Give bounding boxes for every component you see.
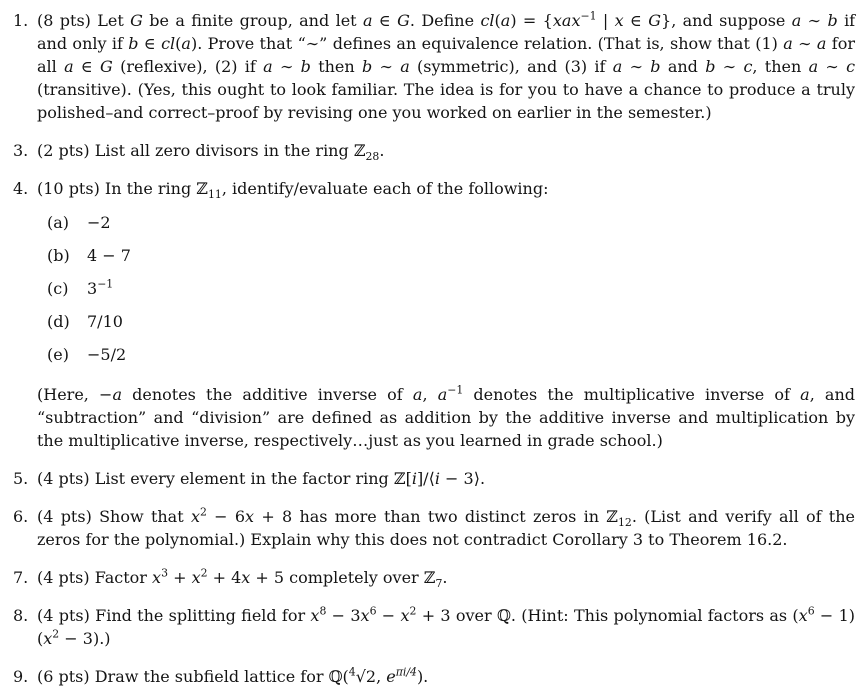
problem-9-text: (6 pts) Draw the subfield lattice for ℚ($^4$√2, $e^{\pi i/4}$). [37,665,429,686]
problem-7-text: (4 pts) Factor $x^3 + x^2 + 4x + 5$ completely over ℤ$_7$. [37,566,448,591]
subitem-b-label: (b) [47,246,70,265]
problem-3-number: 3. [13,141,29,160]
subitem-d-label: (d) [47,312,70,331]
subitem-a [47,211,855,234]
subitem-c [47,277,855,300]
problem-6-number: 6. [13,507,29,526]
problem-9 [13,665,855,688]
problem-7 [13,566,855,589]
problem-1 [13,9,855,124]
problem-5-text: (4 pts) List every element in the factor ring ℤ[i]/⟨i − 3⟩. [37,469,486,488]
problem-8-text: (4 pts) Find the splitting field for $x^8 - 3x^6 - x^2 + 3$ over ℚ. (Hint: This polynomial factors as $(x^6 - 1)(x^2 - 3)$.) [37,604,856,648]
problem-4 [13,177,855,452]
subitem-d-text: 7/10 [87,312,123,331]
problem-1-number: 1. [13,11,29,30]
problem-8-number: 8. [13,606,29,625]
problem-3-text: (2 pts) List all zero divisors in the ring ℤ$_{28}$. [37,141,385,164]
problem-4-note: (Here, −a denotes the additive inverse of a, $a^{-1}$ denotes the multiplicative inverse of a, and “subtraction” and “division” are defined as addition by the additive inverse and multiplication by the multiplicative inverse, respectively…just as you learned in grade school.) [37,383,856,450]
problem-6 [13,505,855,551]
subitem-a-label: (a) [47,213,70,232]
problem-5 [13,467,855,490]
subitem-e [47,343,855,366]
subitem-a-text: −2 [87,213,111,232]
problem-4-number: 4. [13,179,29,198]
subitem-d [47,310,855,333]
problem-6-text: (4 pts) Show that $x^2 - 6x + 8$ has more than two distinct zeros in ℤ$_{12}$. (List and verify all of the zeros for the polynomial.) Explain why this does not contradict Corollary 3 to Theorem 16.2. [37,505,856,549]
subitem-e-label: (e) [47,345,69,364]
subitem-e-text: −5/2 [87,345,127,364]
problem-7-number: 7. [13,568,29,587]
problem-4-text: (10 pts) In the ring ℤ$_{11}$, identify/evaluate each of the following: [37,179,549,202]
problem-1-text: (8 pts) Let G be a finite group, and let a ∈ G. Define cl(a) = {xax$^{-1}$ | x ∈ G}, and suppose a ∼ b if and only if b ∈ cl(a). Prove that “∼” defines an equivalence relation. (That is, show that (1) a ∼ a for all a ∈ G (reflexive), (2) if a ∼ b then b ∼ a (symmetric), and (3) if a ∼ b and b ∼ c, then a ∼ c (transitive). (Yes, this ought to look familiar. The idea is for you to have a chance to produce a truly polished–and correct–proof by revising one you worked on earlier in the semester.) [37,9,856,122]
subitem-b [47,244,855,267]
problem-4-subitems [47,211,855,366]
subitem-c-text: $3^{-1}$ [87,277,114,298]
problem-8 [13,604,855,650]
problem-9-number: 9. [13,667,29,686]
problem-5-number: 5. [13,469,29,488]
subitem-c-label: (c) [47,279,69,298]
problem-3 [13,139,855,162]
subitem-b-text: 4 − 7 [87,246,131,265]
